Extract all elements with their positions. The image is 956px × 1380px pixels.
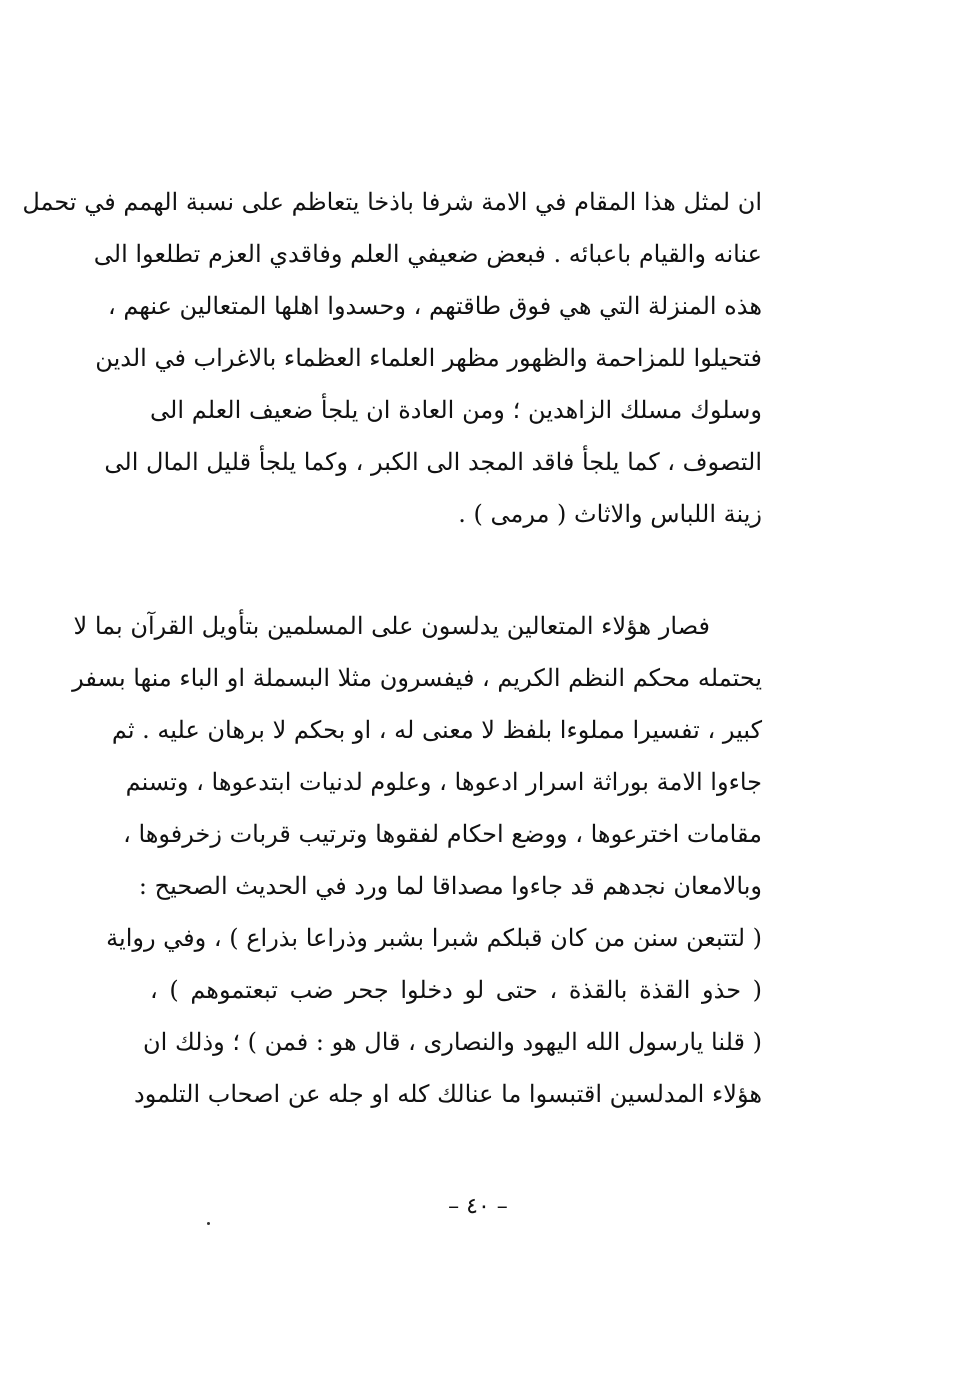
text-line: ان لمثل هذا المقام في الامة شرفا باذخا يتعاظم على نسبة الهمم في تحمل [22, 188, 762, 216]
text-line: جاءوا الامة بوراثة اسرار ادعوها ، وعلوم لدنيات ابتدعوها ، وتسنم [125, 768, 762, 796]
text-line: يحتمله محكم النظم الكريم ، فيفسرون مثلا البسملة او الباء منها بسفر [72, 664, 762, 692]
text-line: كبير ، تفسيرا مملوءا بلفظ لا معنى له ، او بحكم لا برهان عليه . ثم [111, 716, 762, 744]
text-line: فتحيلوا للمزاحمة والظهور مظهر العلماء العظماء بالاغراب في الدين [95, 344, 762, 372]
text-line: ( حذو القذة بالقذة ، حتى لو دخلوا جحر ضب تبعتموهم ) ، [150, 976, 762, 1004]
text-line: ( لتتبعن سنن من كان قبلكم شبرا بشبر وذراعا بذراع ) ، وفي رواية [106, 924, 762, 952]
page-number: – ٤٠ – [448, 1194, 508, 1219]
text-line: هذه المنزلة التي هي فوق طاقتهم ، وحسدوا اهلها المتعالين عنهم ، [107, 292, 762, 320]
paragraph-1 [22, 176, 762, 540]
text-line: مقامات اخترعوها ، ووضع احكام لفقوها وترتيب قربات زخرفوها ، [123, 820, 762, 848]
paragraph-2 [72, 600, 762, 1120]
text-line: هؤلاء المدلسين اقتبسوا ما عنالك كله او جله عن اصحاب التلمود [134, 1080, 762, 1108]
text-line: زينة اللباس والاثاث ( مرمى ) . [458, 500, 762, 528]
text-line: وسلوك مسلك الزاهدين ؛ ومن العادة ان يلجأ ضعيف العلم الى [150, 396, 762, 424]
text-line: ( قلنا يارسول الله اليهود والنصارى ، قال هو : فمن ) ؛ وذلك ان [143, 1028, 762, 1056]
text-line: التصوف ، كما يلجأ فاقد المجد الى الكبر ، وكما يلجأ قليل المال الى [104, 448, 762, 476]
text-line: وبالامعان نجدهم قد جاءوا مصداقا لما ورد في الحديث الصحيح : [138, 872, 762, 900]
text-line: عنانه والقيام باعبائه . فبعض ضعيفي العلم وفاقدي العزم تطلعوا الى [93, 240, 762, 268]
text-line: فصار هؤلاء المتعالين يدلسون على المسلمين بتأويل القرآن بما لا [73, 612, 710, 640]
speck-mark [207, 1222, 210, 1225]
